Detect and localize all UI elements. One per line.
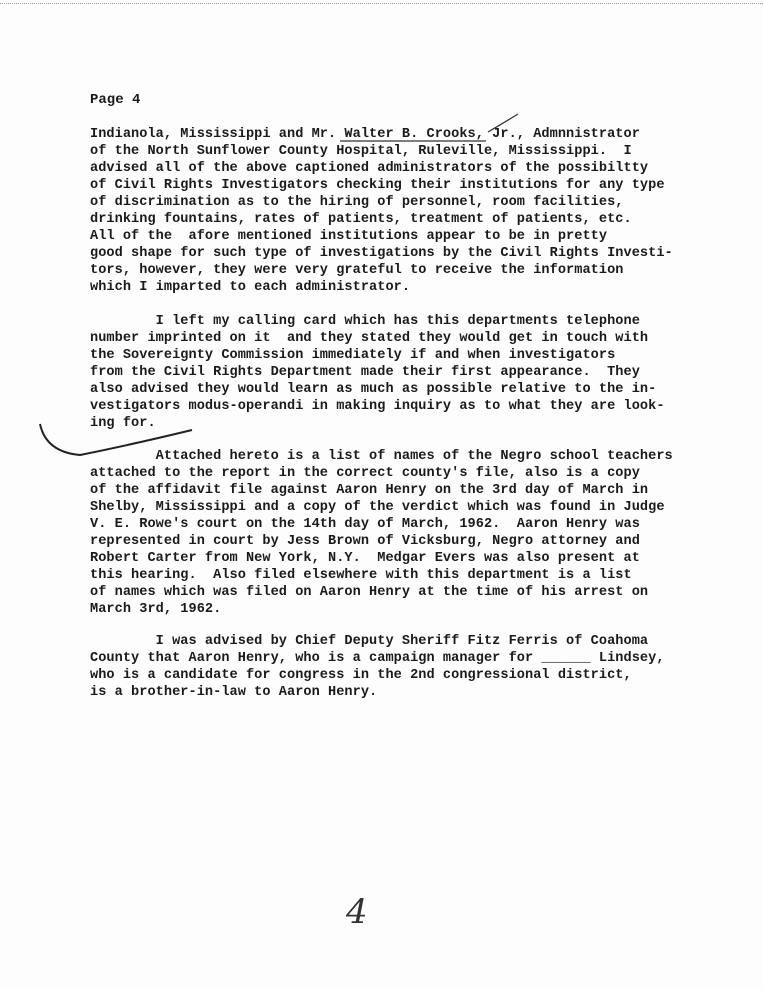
text-line: from the Civil Rights Department made their first appearance. They	[90, 365, 640, 380]
text-line: ing for.	[90, 416, 156, 431]
text-line: this hearing. Also filed elsewhere with this department is a list	[90, 568, 632, 583]
text-line: advised all of the above captioned administrators of the possibiltty	[90, 161, 649, 176]
text-line: is a brother-in-law to Aaron Henry.	[90, 685, 378, 700]
text-line: number imprinted on it and they stated they would get in touch with	[90, 331, 649, 346]
text-line: which I imparted to each administrator.	[90, 280, 411, 295]
text-line: tors, however, they were very grateful to receive the information	[90, 263, 624, 278]
text-line: Robert Carter from New York, N.Y. Medgar Evers was also present at	[90, 551, 640, 566]
scan-edge-line	[0, 3, 763, 4]
text-line: County that Aaron Henry, who is a campaign manager for ______ Lindsey,	[90, 651, 665, 666]
text-line: of the affidavit file against Aaron Henry on the 3rd day of March in	[90, 483, 649, 498]
handwritten-page-number: 4	[346, 892, 368, 932]
text-line: I was advised by Chief Deputy Sheriff Fitz Ferris of Coahoma	[90, 634, 649, 649]
text-line: Shelby, Mississippi and a copy of the verdict which was found in Judge	[90, 500, 665, 515]
text-line: I left my calling card which has this departments telephone	[90, 314, 640, 329]
text-line: who is a candidate for congress in the 2nd congressional district,	[90, 668, 632, 683]
text-line: Attached hereto is a list of names of the Negro school teachers	[90, 449, 673, 464]
text-line: the Sovereignty Commission immediately if and when investigators	[90, 348, 616, 363]
text-line: V. E. Rowe's court on the 14th day of March, 1962. Aaron Henry was	[90, 517, 640, 532]
text-line: of discrimination as to the hiring of personnel, room facilities,	[90, 195, 624, 210]
text-line: represented in court by Jess Brown of Vicksburg, Negro attorney and	[90, 534, 640, 549]
page-header-label: Page 4	[90, 92, 141, 108]
text-line: drinking fountains, rates of patients, treatment of patients, etc.	[90, 212, 632, 227]
text-line: also advised they would learn as much as possible relative to the in-	[90, 382, 657, 397]
text-line: All of the afore mentioned institutions appear to be in pretty	[90, 229, 608, 244]
text-line: attached to the report in the correct county's file, also is a copy	[90, 466, 640, 481]
text-line: good shape for such type of investigations by the Civil Rights Investi-	[90, 246, 673, 261]
text-line: of names which was filed on Aaron Henry at the time of his arrest on	[90, 585, 649, 600]
text-line: of the North Sunflower County Hospital, Ruleville, Mississippi. I	[90, 144, 632, 159]
text-line: Indianola, Mississippi and Mr. Walter B. Crooks, Jr., Admnnistrator	[90, 127, 640, 142]
text-line: of Civil Rights Investigators checking their institutions for any type	[90, 178, 665, 193]
text-line: vestigators modus-operandi in making inquiry as to what they are look-	[90, 399, 665, 414]
text-line: March 3rd, 1962.	[90, 602, 222, 617]
